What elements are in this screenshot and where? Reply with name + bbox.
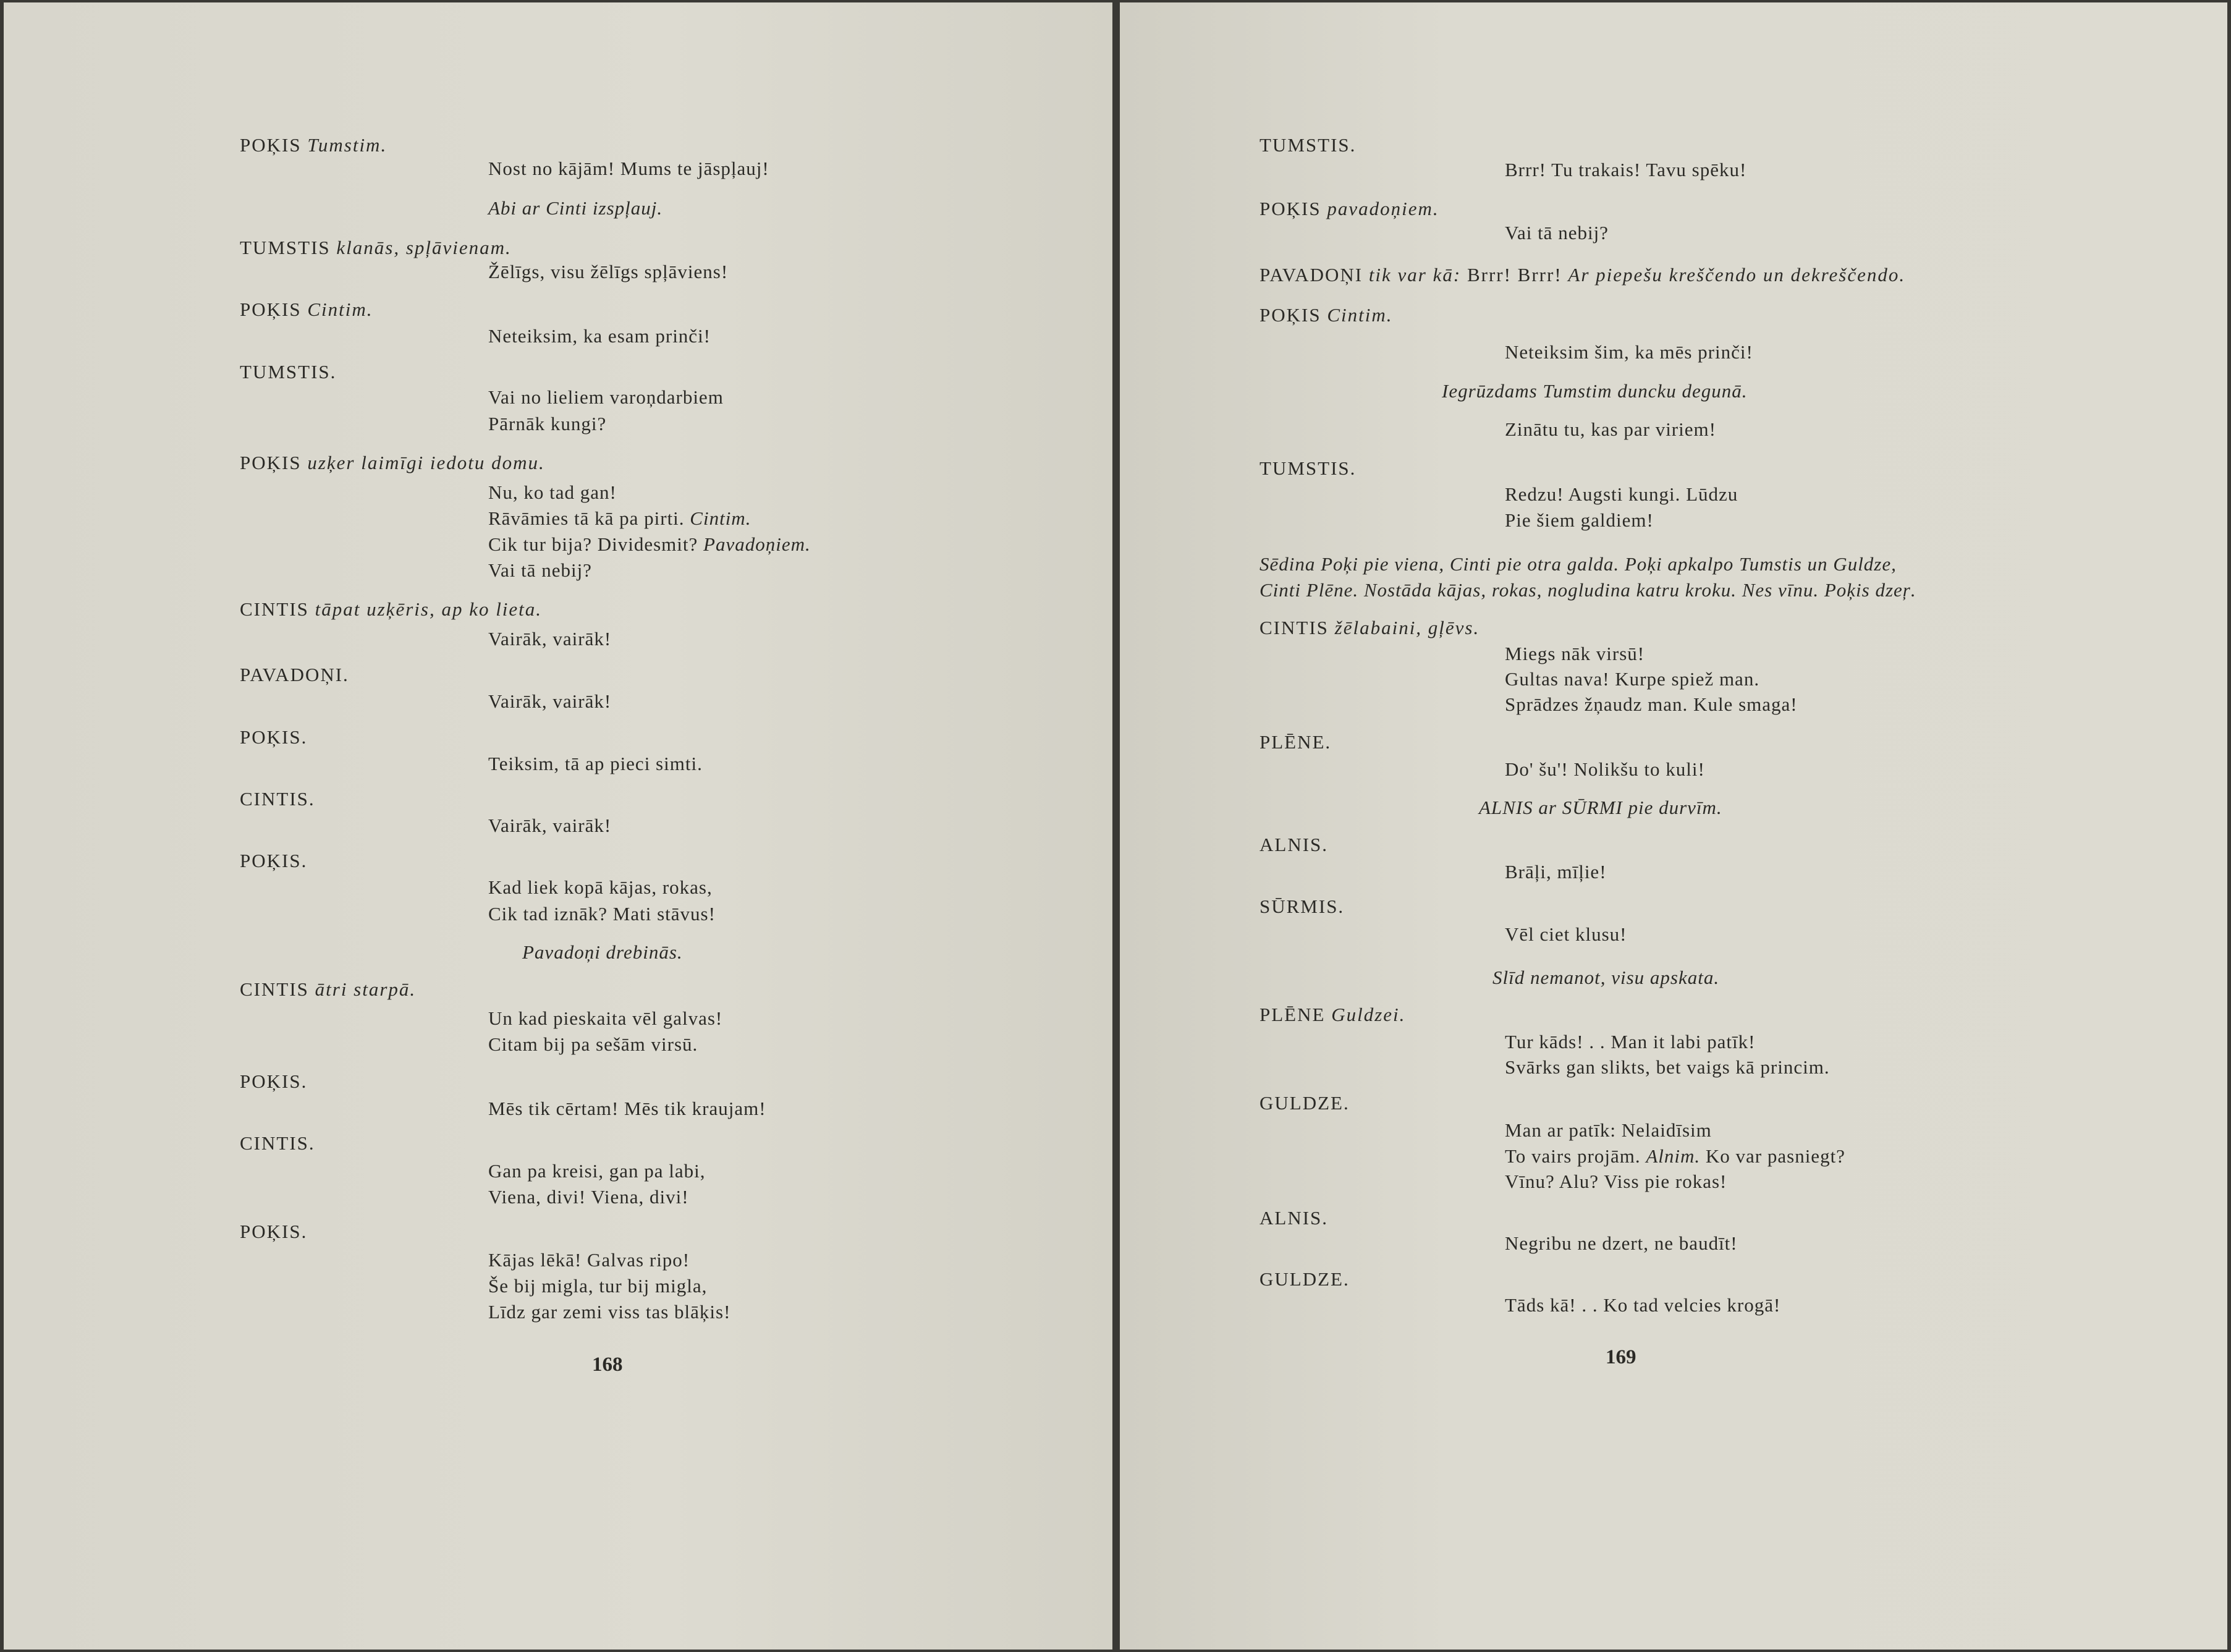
speaker-name: TUMSTIS.: [240, 361, 337, 383]
verse-line: Negribu ne dzert, ne baudīt!: [1505, 1232, 1738, 1254]
verse-line: Neteiksim, ka esam prinči!: [488, 325, 711, 347]
speaker-name: POĶIS: [1259, 304, 1321, 326]
stage-direction: Cintim.: [690, 507, 751, 529]
speaker-name: ALNIS.: [1259, 834, 1329, 855]
verse-line: Gan pa kreisi, gan pa labi,: [488, 1160, 706, 1182]
stage-direction: Iegrūzdams Tumstim duncku degunā.: [1442, 380, 1748, 402]
speaker-name: POĶIS.: [240, 726, 308, 748]
speaker-name: GULDZE.: [1259, 1092, 1350, 1114]
speaker-line: [1259, 196, 1439, 222]
verse-line: Pārnāk kungi?: [488, 413, 607, 434]
verse-line: Kad liek kopā kājas, rokas,: [488, 876, 713, 898]
verse-line: [1505, 1143, 1845, 1169]
verse-line: Gultas nava! Kurpe spiež man.: [1505, 668, 1760, 690]
stage-direction: klanās, spļāvienam.: [336, 237, 512, 258]
speaker-line: [1259, 1002, 1405, 1028]
speaker-name: CINTIS: [240, 978, 309, 1000]
verse-line: Tur kāds! . . Man it labi patīk!: [1505, 1031, 1756, 1053]
stage-direction: Alnim.: [1646, 1145, 1701, 1167]
verse-line: Man ar patīk: Nelaidīsim: [1505, 1119, 1712, 1141]
stage-direction: Cintim.: [307, 299, 373, 320]
stage-direction: ALNIS ar SŪRMI pie durvīm.: [1479, 797, 1722, 818]
verse-line: Un kad pieskaita vēl galvas!: [488, 1007, 723, 1029]
stage-direction: Cintim.: [1327, 304, 1393, 326]
speaker-name: TUMSTIS.: [1259, 457, 1357, 479]
verse-line: Vai no lieliem varoņdarbiem: [488, 386, 724, 408]
verse-line: Kājas lēkā! Galvas ripo!: [488, 1249, 690, 1271]
right-page: [1120, 0, 2231, 1652]
speaker-name: PLĒNE.: [1259, 731, 1332, 753]
stage-direction: Pavadoņiem.: [703, 533, 811, 555]
verse-line: Līdz gar zemi viss tas blāķis!: [488, 1301, 731, 1323]
verse-line: Viena, divi! Viena, divi!: [488, 1186, 689, 1208]
verse-line: Citam bij pa sešām virsū.: [488, 1033, 698, 1055]
speaker-line: [240, 132, 387, 158]
verse-line: Cik tad iznāk? Mati stāvus!: [488, 903, 716, 925]
verse-line: Vēl ciet klusu!: [1505, 923, 1627, 945]
stage-direction: uzķer laimīgi iedotu domu.: [307, 452, 545, 473]
stage-direction: tik var kā:: [1368, 264, 1462, 286]
stage-direction: žēlabaini, gļēvs.: [1334, 617, 1480, 638]
speaker-name: GULDZE.: [1259, 1268, 1350, 1290]
verse-line: [488, 506, 751, 532]
page-number: 169: [1606, 1346, 1636, 1368]
verse-line: [488, 532, 811, 557]
speaker-line: [240, 976, 416, 1002]
verse-line: Nu, ko tad gan!: [488, 481, 617, 503]
verse-line: Mēs tik cērtam! Mēs tik kraujam!: [488, 1098, 766, 1119]
verse-line: Še bij migla, tur bij migla,: [488, 1275, 708, 1297]
speaker-name: SŪRMIS.: [1259, 896, 1345, 917]
verse-line: Nost no kājām! Mums te jāspļauj!: [488, 158, 769, 179]
stage-direction: Sēdina Poķi pie viena, Cinti pie otra galda. Poķi apkalpo Tumstis un Guldze,: [1259, 553, 1897, 575]
speaker-line: [240, 235, 512, 261]
verse-line: Redzu! Augsti kungi. Lūdzu: [1505, 483, 1738, 505]
verse-text: Rāvāmies tā kā pa pirti.: [488, 507, 685, 529]
stage-direction: ātri starpā.: [315, 978, 417, 1000]
verse-line: Brrr! Tu trakais! Tavu spēku!: [1505, 159, 1747, 180]
verse-line: Žēlīgs, visu žēlīgs spļāviens!: [488, 261, 729, 282]
speaker-name: TUMSTIS: [240, 237, 331, 258]
gutter: [1112, 0, 1120, 1652]
left-page: [0, 0, 1112, 1652]
verse-line: Tāds kā! . . Ko tad velcies krogā!: [1505, 1294, 1781, 1316]
speaker-line: [1259, 615, 1480, 641]
verse-line: Vairāk, vairāk!: [488, 690, 612, 712]
speaker-name: PAVADOŅI: [1259, 264, 1363, 286]
speaker-name: CINTIS.: [240, 1132, 315, 1154]
speaker-name: POĶIS.: [240, 1070, 308, 1092]
verse-line: Do' šu'! Nolikšu to kuli!: [1505, 758, 1705, 780]
verse-text: Brrr! Brrr!: [1467, 264, 1562, 286]
speaker-line: [1259, 302, 1393, 328]
stage-direction: Cinti Plēne. Nostāda kājas, rokas, nogludina katru kroku. Nes vīnu. Poķis dzeŗ.: [1259, 579, 1916, 601]
verse-line: Vai tā nebij?: [488, 559, 592, 581]
scan-border: [0, 1650, 2231, 1652]
stage-direction: Slīd nemanot, visu apskata.: [1492, 967, 1720, 988]
speaker-name: POĶIS: [240, 299, 302, 320]
speaker-line: [1259, 262, 1905, 288]
verse-line: Vairāk, vairāk!: [488, 815, 612, 836]
stage-direction: Pavadoņi drebinās.: [522, 941, 683, 963]
scan-border: [0, 0, 4, 1652]
speaker-name: POĶIS: [1259, 198, 1321, 219]
speaker-name: PLĒNE: [1259, 1004, 1326, 1025]
scan-border: [2227, 0, 2231, 1652]
stage-direction: Tumstim.: [307, 134, 387, 156]
verse-line: Neteiksim šim, ka mēs prinči!: [1505, 341, 1753, 363]
speaker-name: POĶIS.: [240, 1221, 308, 1242]
stage-direction: Abi ar Cinti izspļauj.: [488, 197, 663, 219]
speaker-line: [240, 596, 542, 622]
speaker-name: PAVADOŅI.: [240, 664, 349, 685]
page-number: 168: [592, 1353, 623, 1376]
speaker-name: CINTIS.: [240, 788, 315, 810]
speaker-name: CINTIS: [1259, 617, 1329, 638]
speaker-name: ALNIS.: [1259, 1207, 1329, 1229]
stage-direction: pavadoņiem.: [1327, 198, 1439, 219]
scan-border: [0, 0, 2231, 2]
verse-text: Cik tur bija? Dividesmit?: [488, 533, 698, 555]
speaker-name: POĶIS.: [240, 850, 308, 871]
speaker-name: CINTIS: [240, 598, 309, 620]
speaker-line: [240, 450, 545, 476]
verse-line: Vīnu? Alu? Viss pie rokas!: [1505, 1171, 1727, 1192]
speaker-name: TUMSTIS.: [1259, 134, 1357, 156]
verse-line: Zinātu tu, kas par viriem!: [1505, 418, 1716, 440]
verse-line: Pie šiem galdiem!: [1505, 509, 1654, 531]
speaker-name: POĶIS: [240, 452, 302, 473]
verse-line: Vai tā nebij?: [1505, 222, 1609, 244]
verse-text: Ko var pasniegt?: [1705, 1145, 1845, 1167]
verse-line: Svārks gan slikts, bet vaigs kā princim.: [1505, 1056, 1830, 1078]
speaker-name: POĶIS: [240, 134, 302, 156]
stage-direction: Guldzei.: [1331, 1004, 1406, 1025]
speaker-line: [240, 297, 373, 323]
verse-line: Teiksim, tā ap pieci simti.: [488, 753, 703, 774]
verse-text: To vairs projām.: [1505, 1145, 1641, 1167]
stage-direction: tāpat uzķēris, ap ko lieta.: [315, 598, 543, 620]
stage-direction: Ar piepešu kreščendo un dekreščendo.: [1568, 264, 1906, 286]
verse-line: Vairāk, vairāk!: [488, 628, 612, 650]
verse-line: Miegs nāk virsū!: [1505, 643, 1645, 664]
verse-line: Brāļi, mīļie!: [1505, 861, 1607, 883]
verse-line: Sprādzes žņaudz man. Kule smaga!: [1505, 693, 1798, 715]
